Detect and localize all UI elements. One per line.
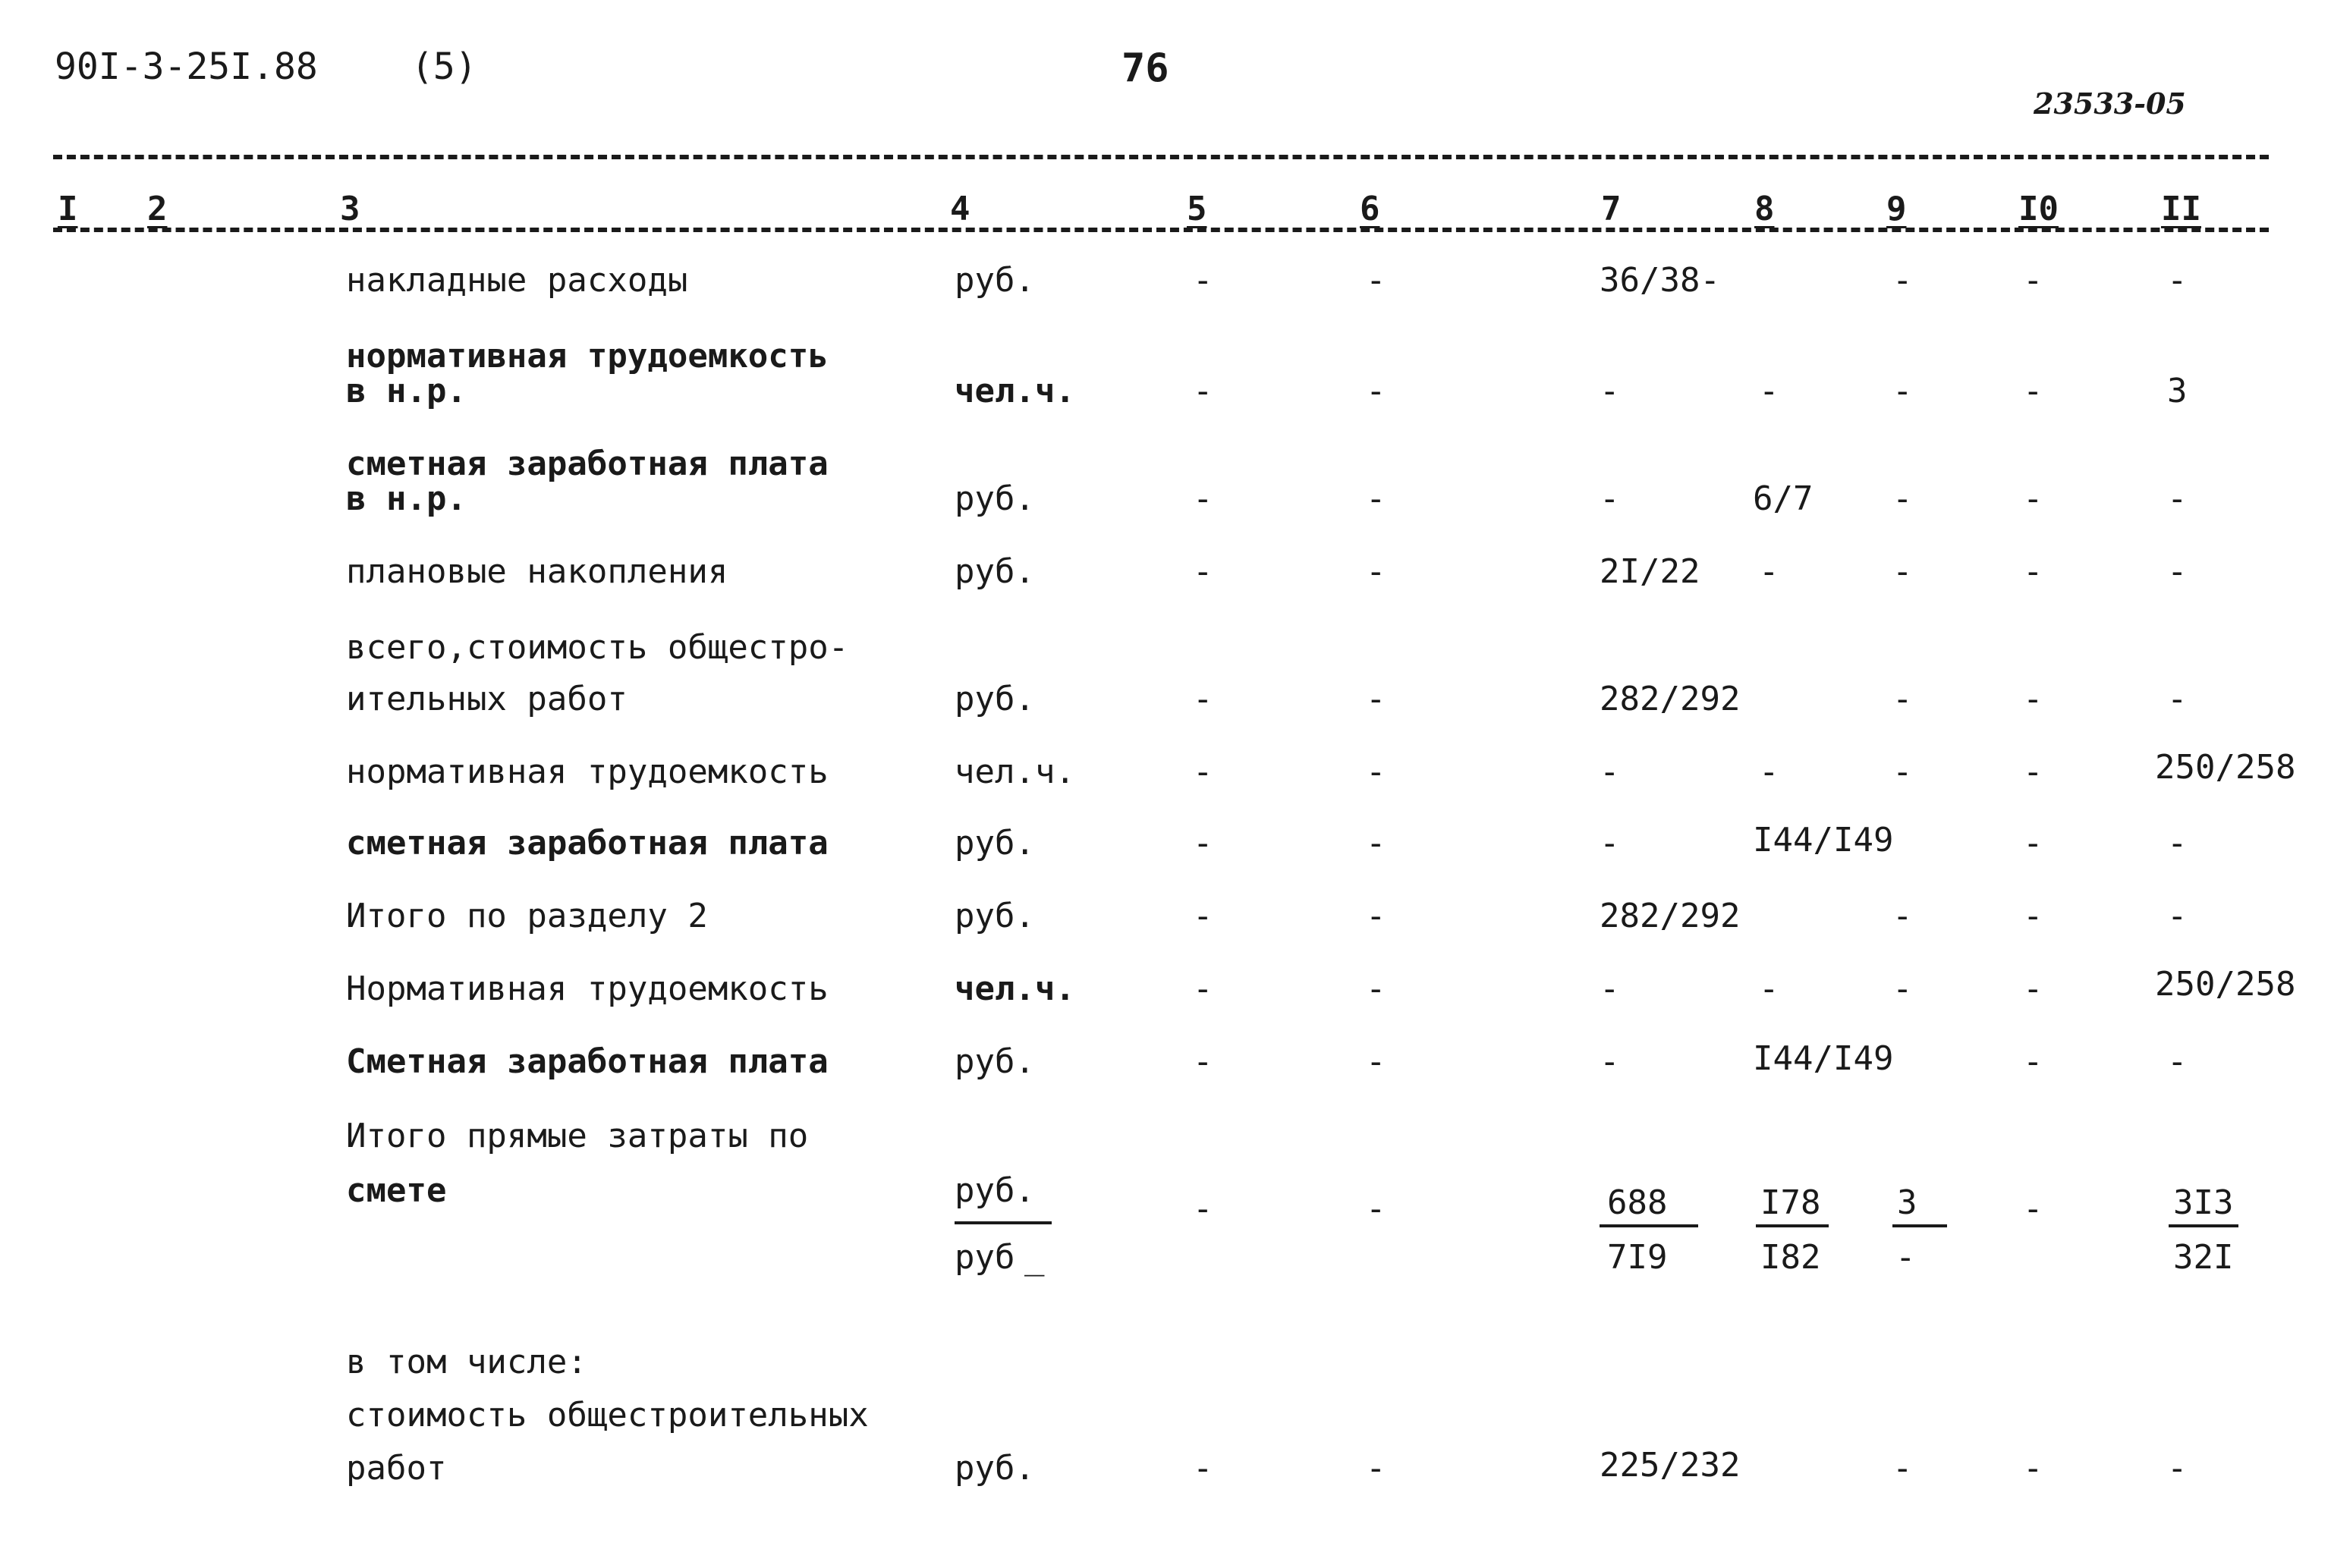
row-col-10: - (2023, 261, 2043, 300)
row-col-6: - (1366, 753, 1386, 791)
header-rule-top (53, 155, 2269, 159)
including-label: стоимость общестроительных (346, 1396, 869, 1434)
row-label: сметная заработная плата (346, 824, 829, 863)
row-col-7: 282/292 (1600, 680, 1741, 718)
direct-col-7-bottom: 7I9 (1607, 1238, 1668, 1277)
row-label: Нормативная трудоемкость (346, 969, 829, 1008)
row-label: в н.р. (346, 479, 467, 518)
column-header-1: I (58, 190, 78, 228)
row-col-10: - (2023, 824, 2043, 863)
direct-col-7-top: 688 (1607, 1183, 1668, 1222)
including-label: работ (346, 1449, 447, 1488)
row-col-8: 6/7 (1753, 479, 1814, 518)
row-col-10: - (2023, 479, 2043, 518)
direct-col-9-bottom: - (1895, 1238, 1916, 1277)
row-label: нормативная трудоемкость (346, 337, 829, 376)
unit-bottom: руб (955, 1238, 1015, 1277)
column-header-3: 3 (340, 190, 360, 228)
row-col-11: - (2167, 824, 2188, 863)
row-label: всего,стоимость общестро- (346, 628, 849, 667)
row-col-5: - (1193, 969, 1213, 1008)
row-col-10: - (2023, 753, 2043, 791)
row-col-6: - (1366, 479, 1386, 518)
column-header-8: 8 (1754, 190, 1775, 228)
direct-col-6: - (1366, 1189, 1386, 1228)
row-unit: руб. (955, 680, 1035, 718)
row-col-11: 3 (2167, 372, 2188, 410)
row-label: смете (346, 1171, 447, 1210)
row-col-9: - (1892, 552, 1913, 591)
row-col-8: I44/I49 (1753, 1039, 1894, 1078)
row-col-11: 250/258 (2155, 748, 2296, 787)
col-7-fraction-line (1600, 1224, 1698, 1227)
row-col-9: - (1892, 261, 1913, 300)
row-label: нормативная трудоемкость (346, 753, 829, 791)
row-col-5: - (1193, 552, 1213, 591)
row-col-9: - (1892, 753, 1913, 791)
direct-col-9-top: 3 (1897, 1183, 1917, 1222)
row-unit: руб. (955, 897, 1035, 935)
column-header-7: 7 (1601, 190, 1622, 228)
row-col-10: - (2023, 680, 2043, 718)
row-col-8: - (1759, 969, 1779, 1008)
row-label: Итого по разделу 2 (346, 897, 708, 935)
row-col-9: - (1892, 897, 1913, 935)
direct-col-8-bottom: I82 (1760, 1238, 1821, 1277)
unit-underscore: _ (1024, 1238, 1045, 1277)
row-col-7: - (1600, 372, 1620, 410)
including-col-5: - (1193, 1449, 1213, 1488)
row-col-6: - (1366, 824, 1386, 863)
row-col-7: - (1600, 479, 1620, 518)
unit-top: руб. (955, 1171, 1035, 1210)
row-unit: руб. (955, 1042, 1035, 1081)
column-header-2: 2 (147, 190, 168, 228)
row-unit: чел.ч. (955, 969, 1075, 1008)
column-header-4: 4 (950, 190, 970, 228)
row-col-11: - (2167, 552, 2188, 591)
row-col-10: - (2023, 969, 2043, 1008)
col-8-fraction-line (1756, 1224, 1829, 1227)
direct-col-5: - (1193, 1189, 1213, 1228)
document-code: 90I-3-25I.88 (55, 46, 318, 88)
row-label: плановые накопления (346, 552, 728, 591)
row-col-7: - (1600, 1042, 1620, 1081)
row-col-7: - (1600, 824, 1620, 863)
page-number: 76 (1121, 46, 1169, 91)
including-unit: руб. (955, 1449, 1035, 1488)
row-unit: руб. (955, 261, 1035, 300)
row-col-8: - (1759, 372, 1779, 410)
row-col-8: - (1759, 753, 1779, 791)
row-col-6: - (1366, 897, 1386, 935)
unit-fraction-line (955, 1221, 1052, 1224)
row-col-6: - (1366, 552, 1386, 591)
row-label: сметная заработная плата (346, 445, 829, 483)
header-rule-bottom (53, 228, 2269, 232)
row-col-7: 2I/22 (1600, 552, 1700, 591)
row-label: накладные расходы (346, 261, 688, 300)
row-col-11: - (2167, 479, 2188, 518)
row-col-6: - (1366, 372, 1386, 410)
row-col-7: - (1600, 753, 1620, 791)
row-col-9: - (1892, 479, 1913, 518)
row-col-9: - (1892, 372, 1913, 410)
col-9-fraction-line (1892, 1224, 1947, 1227)
row-col-10: - (2023, 897, 2043, 935)
row-unit: чел.ч. (955, 372, 1075, 410)
including-col-10: - (2023, 1449, 2043, 1488)
including-col-6: - (1366, 1449, 1386, 1488)
row-unit: чел.ч. (955, 753, 1075, 791)
row-col-7: 282/292 (1600, 897, 1741, 935)
row-col-10: - (2023, 552, 2043, 591)
row-label: ительных работ (346, 680, 628, 718)
including-label: в том числе: (346, 1343, 587, 1381)
row-col-6: - (1366, 680, 1386, 718)
row-label: Сметная заработная плата (346, 1042, 829, 1081)
row-label: в н.р. (346, 372, 467, 410)
direct-col-11-bottom: 32I (2173, 1238, 2234, 1277)
row-col-5: - (1193, 372, 1213, 410)
row-col-9: - (1892, 680, 1913, 718)
column-header-5: 5 (1187, 190, 1207, 228)
row-col-5: - (1193, 824, 1213, 863)
row-col-5: - (1193, 897, 1213, 935)
row-col-11: - (2167, 261, 2188, 300)
direct-col-8-top: I78 (1760, 1183, 1821, 1222)
row-col-10: - (2023, 372, 2043, 410)
row-col-7: - (1600, 969, 1620, 1008)
row-col-8: - (1759, 552, 1779, 591)
row-col-6: - (1366, 969, 1386, 1008)
row-col-11: - (2167, 1042, 2188, 1081)
row-col-11: 250/258 (2155, 965, 2296, 1004)
row-col-11: - (2167, 680, 2188, 718)
row-col-9: - (1892, 969, 1913, 1008)
row-unit: руб. (955, 479, 1035, 518)
inventory-number: 23533-05 (2034, 86, 2186, 121)
row-col-5: - (1193, 479, 1213, 518)
row-col-5: - (1193, 1042, 1213, 1081)
row-col-10: - (2023, 1042, 2043, 1081)
row-col-6: - (1366, 261, 1386, 300)
including-col-9: - (1892, 1449, 1913, 1488)
row-col-11: - (2167, 897, 2188, 935)
including-col-7: 225/232 (1600, 1446, 1741, 1485)
including-col-11: - (2167, 1449, 2188, 1488)
col-11-fraction-line (2169, 1224, 2238, 1227)
column-header-11: II (2161, 190, 2201, 228)
document-sheet: (5) (411, 46, 477, 88)
row-col-5: - (1193, 261, 1213, 300)
row-unit: руб. (955, 552, 1035, 591)
row-label: Итого прямые затраты по (346, 1117, 809, 1155)
row-unit: руб. (955, 824, 1035, 863)
row-col-7: 36/38- (1600, 261, 1720, 300)
direct-col-11-top: 3I3 (2173, 1183, 2234, 1222)
column-header-6: 6 (1360, 190, 1380, 228)
column-header-9: 9 (1886, 190, 1907, 228)
row-col-5: - (1193, 680, 1213, 718)
direct-col-10: - (2023, 1189, 2043, 1228)
row-col-8: I44/I49 (1753, 821, 1894, 859)
row-col-5: - (1193, 753, 1213, 791)
row-col-6: - (1366, 1042, 1386, 1081)
column-header-10: I0 (2018, 190, 2059, 228)
